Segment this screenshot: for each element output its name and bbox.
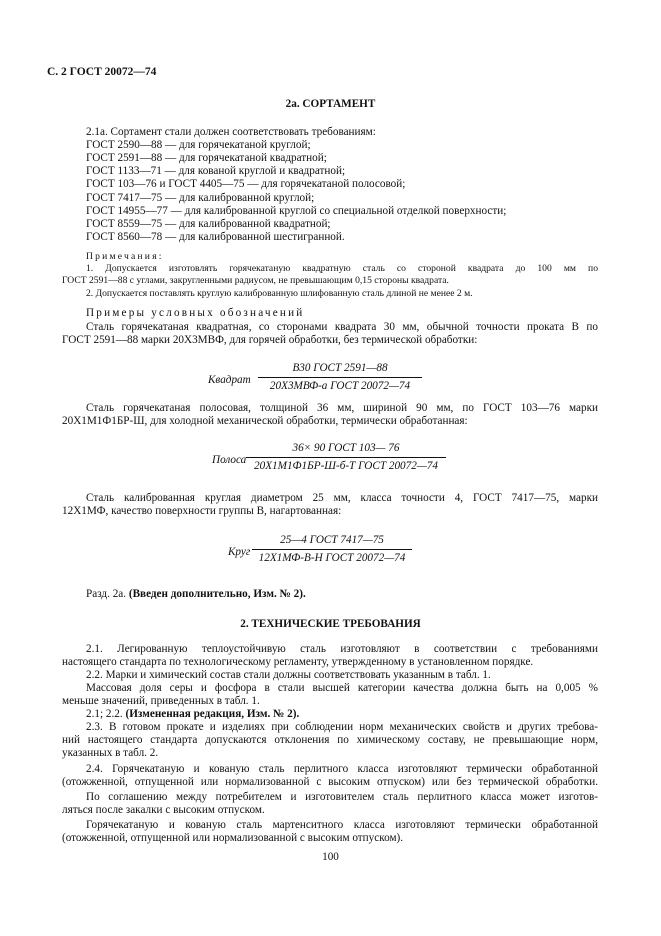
example-1-line-2: ГОСТ 2591—88 марки 20Х3МВФ, для горячей обработки, без термической обработки: [62,334,478,346]
note-1-line-1: 1. Допускается изготовлять горячекатаную квадратную сталь со стороной квадрата до 100 мм по [86,263,598,274]
example-3-denominator: 12Х1МФ-В-Н ГОСТ 20072—74 [258,552,406,564]
example-2-fraction-bar [246,457,446,458]
para-2-4b-line-2: ляться после закалки с высоким отпуском. [62,804,265,816]
sortament-intro: 2.1а. Сортамент стали должен соответствовать требованиям: [86,126,376,138]
example-2-label: Полоса [212,454,247,466]
para-2-4-line-1: 2.4. Горячекатаную и кованую сталь перлитного класса изготовляют термически обработанной [86,763,598,775]
para-2-2b-line-2: меньше значений, приведенных в табл. 1. [62,695,260,707]
reference-amendment: (Введен дополнительно, Изм. № 2). [128,588,306,600]
note-2: 2. Допускается поставлять круглую калиброванную шлифованную сталь длиной не менее 2 м. [86,288,473,299]
para-2-3-line-2: ний настоящего стандарта допускаются отклонения по химическому составу, не превышающие норм, [62,734,598,746]
standard-item: ГОСТ 14955—77 — для калиброванной круглой со специальной отделкой поверхности; [86,205,507,217]
example-1-fraction-bar [258,377,422,378]
para-2-4c-line-2: (отожженной, отпущенной или нормализованной с высоким отпуском). [62,832,404,844]
example-2-line-2: 20Х1М1Ф1БР-Ш, для холодной механической обработки, термически обработанная: [62,415,468,427]
example-2-numerator: 36× 90 ГОСТ 103— 76 [292,442,400,454]
para-2-3-line-1: 2.3. В готовом прокате и изделиях при соблюдении норм механических свойств и других требова- [86,721,598,733]
para-2-4-line-2: (отожженной, отпущенной или нормализованной с высоким отпуском) или без термической обработки. [62,776,598,788]
para-2-3-line-3: указанных в табл. 2. [62,747,159,759]
para-2-4c-line-1: Горячекатаную и кованую сталь мартенситного класса изготовляют термически обработанной [86,819,598,831]
standard-item: ГОСТ 2591—88 — для горячекатаной квадратной; [86,152,327,164]
para-ref-amendment: (Измененная редакция, Изм. № 2). [125,708,300,720]
example-1-line-1: Сталь горячекатаная квадратная, со сторонами квадрата 30 мм, обычной точности проката В по [86,321,598,333]
reference-prefix: Разд. 2а. [86,588,127,600]
examples-title: Примеры условных обозначений [86,307,305,319]
section-2a-reference [86,588,306,601]
example-1-denominator: 20Х3МВФ-а ГОСТ 20072—74 [269,380,411,392]
para-2-4b-line-1: По соглашению между потребителем и изготовителем сталь перлитного класса может изготов- [86,791,598,803]
example-2-line-1: Сталь горячекатаная полосовая, толщиной 36 мм, шириной 90 мм, по ГОСТ 103—76 марки [86,402,598,414]
example-3-fraction-bar [252,549,412,550]
standard-item: ГОСТ 1133—71 — для кованой круглой и квадратной; [86,165,346,177]
notes-title: Примечания: [86,251,164,262]
para-ref [86,708,299,721]
example-3-line-2: 12Х1МФ, качество поверхности группы В, нагартованная: [62,505,342,517]
section-2-title: 2. ТЕХНИЧЕСКИЕ ТРЕБОВАНИЯ [240,618,421,630]
example-3-label: Круг [228,546,251,558]
example-3-numerator: 25—4 ГОСТ 7417—75 [280,534,384,546]
para-2-2b-line-1: Массовая доля серы и фосфора в стали высшей категории качества должна быть на 0,005 % [86,682,598,694]
para-2-1-line-2: настоящего стандарта по технологическому регламенту, утвержденному в установленном порядке. [62,656,534,668]
example-3-line-1: Сталь калиброванная круглая диаметром 25 мм, класса точности 4, ГОСТ 7417—75, марки [86,492,598,504]
para-2-1-line-1: 2.1. Легированную теплоустойчивую сталь изготовляют в соответствии с требованиями [86,643,598,655]
standard-item: ГОСТ 103—76 и ГОСТ 4405—75 — для горячекатаной полосовой; [86,178,406,190]
standard-item: ГОСТ 8560—78 — для калиброванной шестигранной. [86,231,345,243]
para-ref-prefix: 2.1; 2.2. [86,708,123,720]
standard-item: ГОСТ 8559—75 — для калиброванной квадратной; [86,218,331,230]
section-2a-title: 2а. СОРТАМЕНТ [285,98,376,110]
page-number: 100 [322,851,339,863]
standard-item: ГОСТ 7417—75 — для калиброванной круглой; [86,192,315,204]
note-1-line-2: ГОСТ 2591—88 с углами, закругленными радиусом, не превышающим 0,15 стороны квадрата. [62,275,449,286]
standard-item: ГОСТ 2590—88 — для горячекатаной круглой; [86,139,311,151]
para-2-2: 2.2. Марки и химический состав стали должны соответствовать указанным в табл. 1. [86,669,491,681]
page-header: С. 2 ГОСТ 20072—74 [47,66,157,78]
example-1-label: Квадрат [208,374,251,386]
example-1-numerator: В30 ГОСТ 2591—88 [292,362,388,374]
example-2-denominator: 20Х1М1Ф1БР-Ш-б-Т ГОСТ 20072—74 [254,460,438,472]
